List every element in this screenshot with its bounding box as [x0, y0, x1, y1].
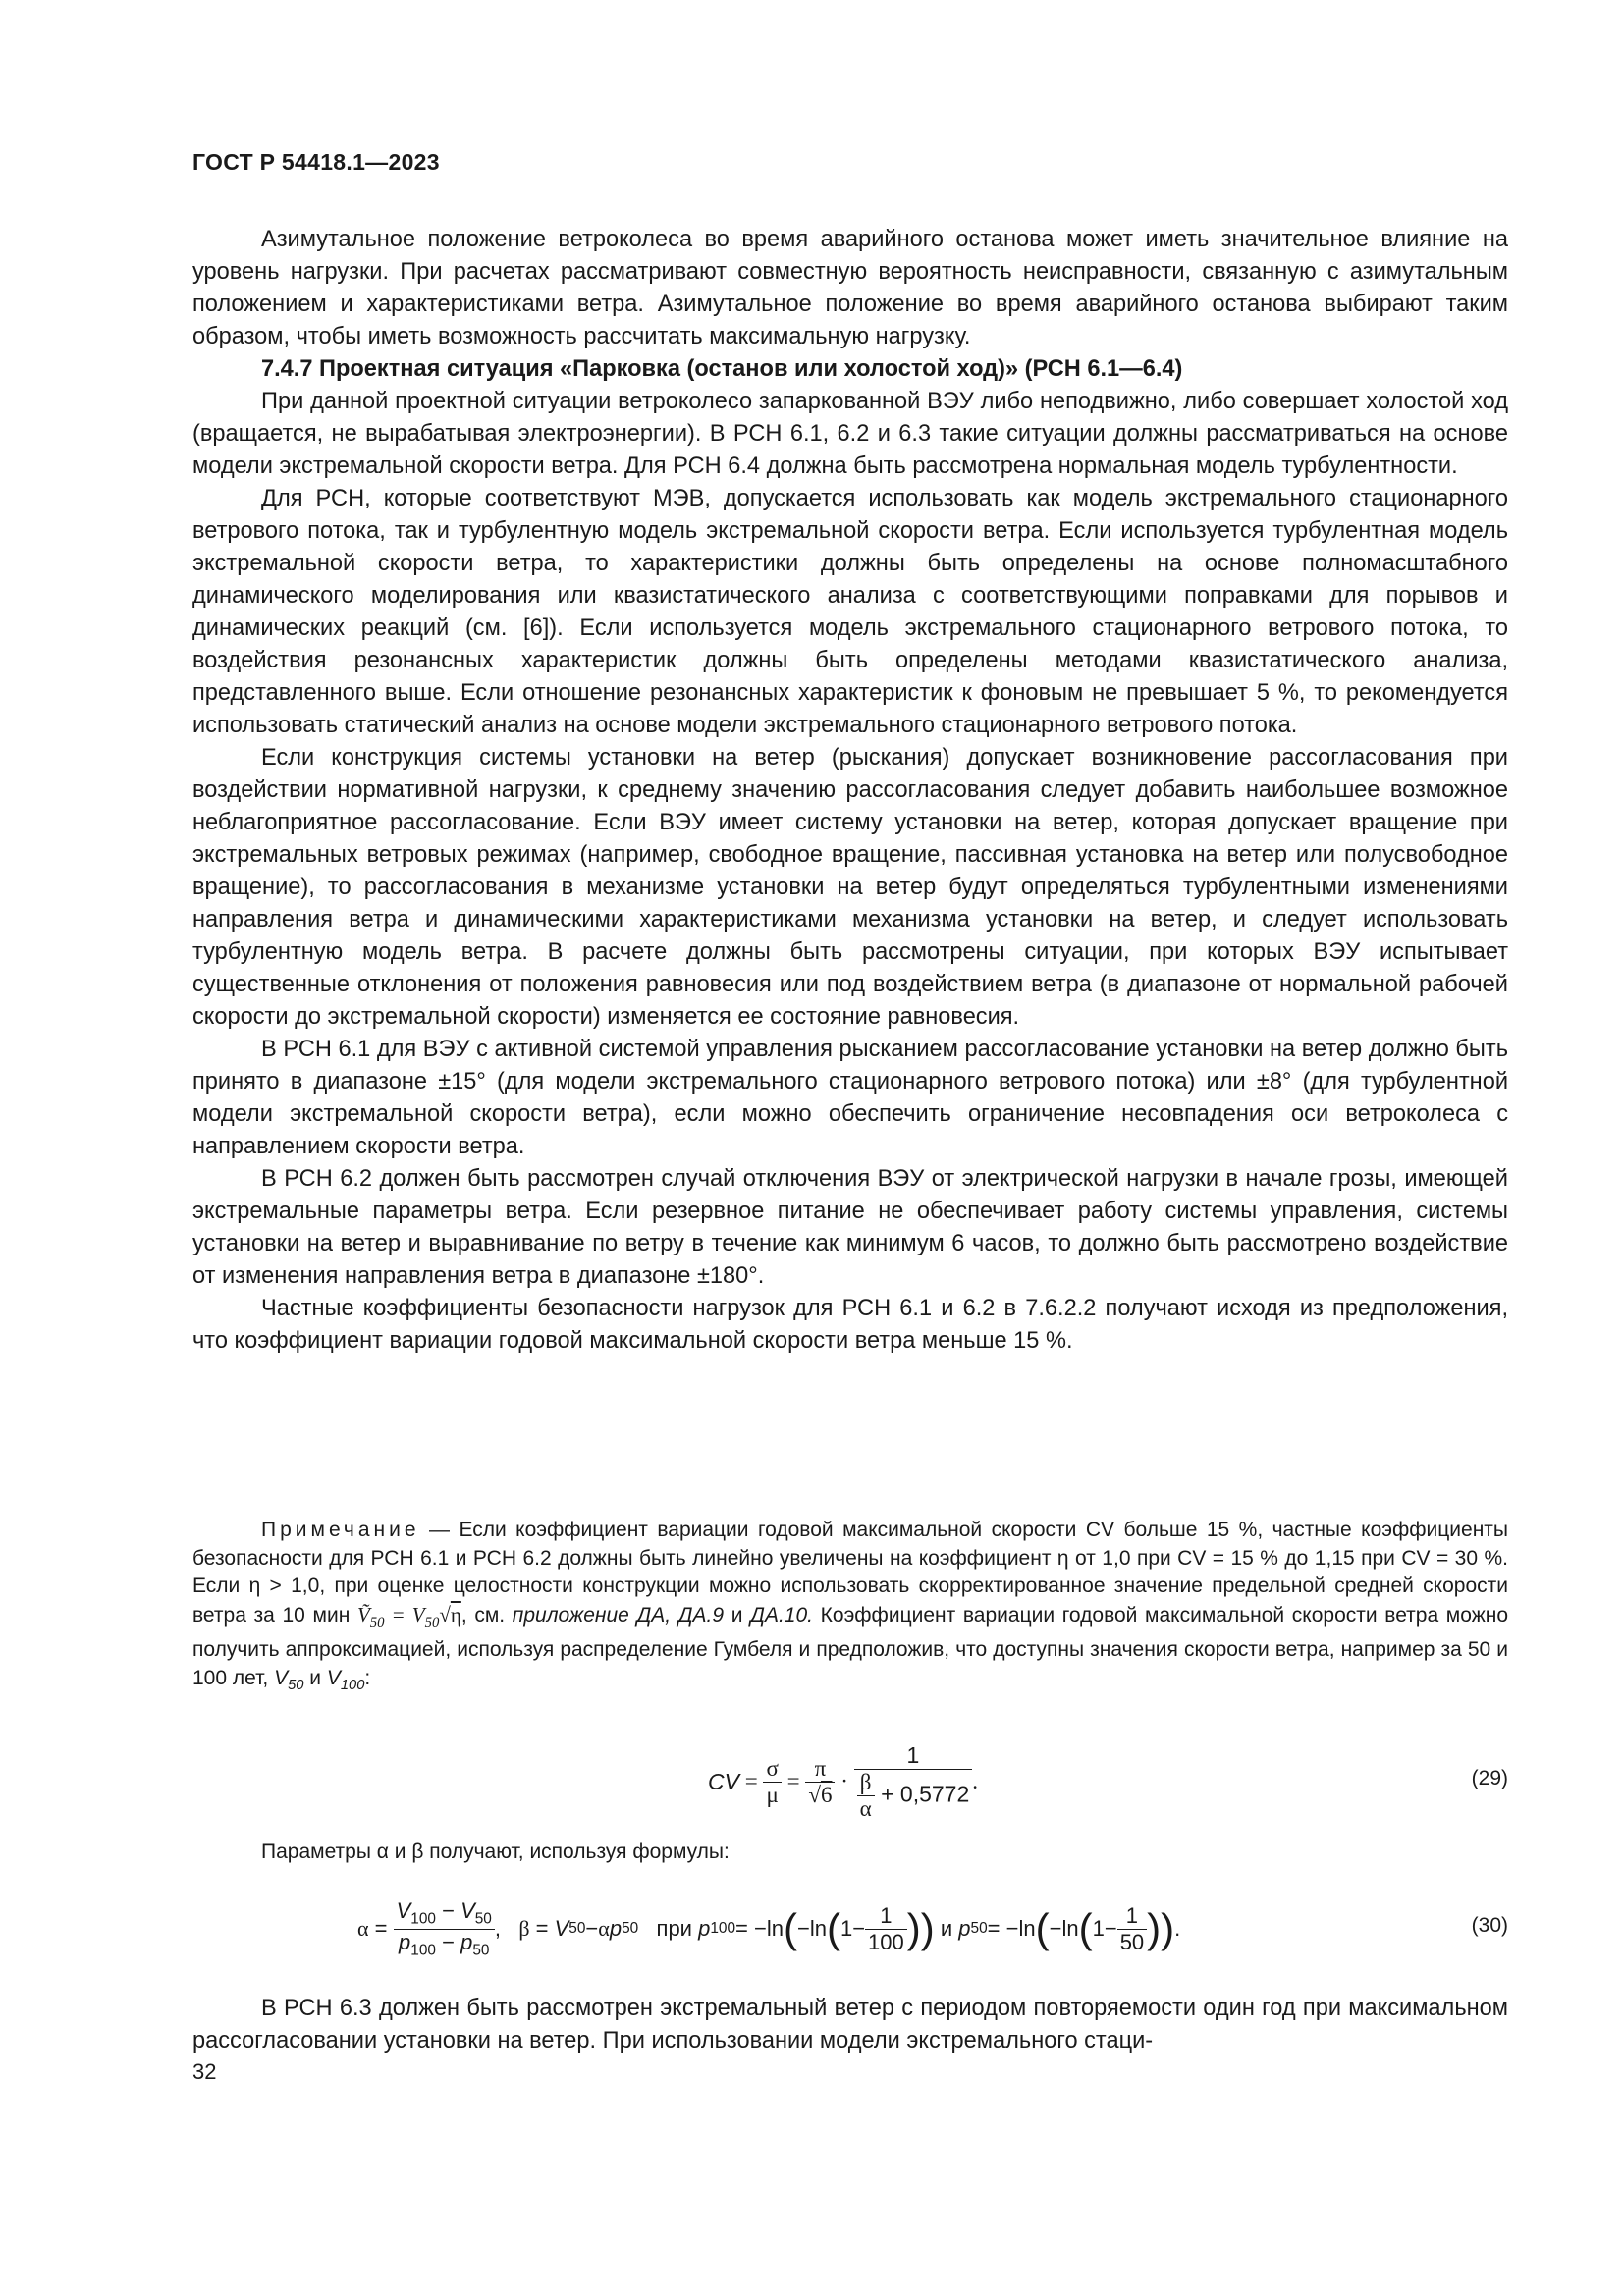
formula-30-and: и — [940, 1916, 953, 1941]
page-number: 32 — [192, 2059, 217, 2084]
note-text-1: — Если коэффициент вариации годовой максимальной скорости CV больше 15 %, частные коэффициенты безопасности для РСН 6.1 и РСН 6.2 должны быть линейно увеличены на коэффициент η от 1,0 при CV = 15 % до 1,15 при CV = 30 %. Если η > 1,0, при оценке целостности конструкции можно использовать скорректированное значение предельной средней скорости ветра за 10 мин — [192, 1519, 1508, 1627]
v100-symbol: $V_{100}$ — [326, 1666, 365, 1693]
note-text-6: Коэффициент вариации годовой максимальной скорости ветра можно получить аппроксимацией, используя распределение Гумбеля и предположив, что доступны значения скорости ветра, например за 50 и 100 лет, — [192, 1603, 1509, 1689]
paragraph-yaw-system: Если конструкция системы установки на ветер (рыскания) допускает возникновение рассогласования при воздействии нормативной нагрузки, к среднему значению рассогласования следует добавить наибольшее возможное неблагоприятное рассогласование. Если ВЭУ имеет систему установки на ветер, которая допускает вращение при экстремальных ветровых режимах (например, свободное вращение, пассивная установка на ветер или полусвободное вращение), то рассогласования в механизме установки на ветер будут определяться турбулентными изменениями направления ветра и динамическими характеристиками механизма установки на ветер, и следует использовать турбулентную модель ветра. В расчете должны быть рассмотрены ситуации, при которых ВЭУ испытывает существенные отклонения от положения равновесия или под воздействием ветра (в диапазоне от нормальной рабочей скорости до экстремальной скорости) изменяется ее состояние равновесия. — [192, 745, 1508, 1030]
paragraph-partial-factors: Частные коэффициенты безопасности нагрузок для РСН 6.1 и 6.2 в 7.6.2.2 получают исходя из предположения, что коэффициент вариации годовой максимальной скорости ветра меньше 15 %. — [192, 1296, 1508, 1354]
paragraph-rsn-6-2: В РСН 6.2 должен быть рассмотрен случай отключения ВЭУ от электрической нагрузки в начале грозы, имеющей экстремальные параметры ветра. Если резервное питание не обеспечивает работу системы управления, системы установки на ветер и выравнивание по ветру в течение как минимум 6 часов, то должно быть рассмотрено воздействие от изменения направления ветра в диапазоне ±180°. — [192, 1166, 1508, 1289]
note-ref-annex: приложение ДА, ДА.9 — [512, 1603, 725, 1627]
document-page — [192, 0, 1508, 2296]
params-text: Параметры α и β получают, используя формулы: — [261, 1841, 730, 1863]
paragraph-rsn-mev: Для РСН, которые соответствуют МЭВ, допускается использовать как модель экстремального стационарного ветрового потока, так и турбулентную модель экстремальной скорости ветра. Если используется турбулентная модель экстремальной скорости ветра, то характеристики должны быть определены на основе полномасштабного динамического моделирования или квазистатического анализа с соответствующими поправками для порывов и динамических реакций (см. [6]). Если используется модель экстремального стационарного ветрового потока, то воздействия резонансных характеристик должны быть определены методами квазистатического анализа, представленного выше. Если отношение резонансных характеристик к фоновым не превышает 5 %, то рекомендуется использовать статический анализ на основе модели экстремального стационарного ветрового потока. — [192, 486, 1508, 738]
formula-v50-tilde: Ṽ$_{50}$ = $V_{50}√\eta$ — [356, 1602, 461, 1630]
document-header: ГОСТ Р 54418.1—2023 — [192, 149, 440, 175]
note-text-2: , см. — [460, 1603, 506, 1627]
formula-29 — [192, 1742, 1508, 1831]
paragraph-rsn-6-1: В РСН 6.1 для ВЭУ с активной системой управления рысканием рассогласование установки на ветер должно быть принято в диапазоне ±15° (для модели экстремального стационарного ветрового потока) или ±8° (для турбулентной модели экстремальной скорости ветра), если можно обеспечить ограничение несовпадения оси ветроколеса с направлением скорости ветра. — [192, 1037, 1508, 1159]
formula-29-body: CV = $\frac{\sigma}{\mu}$ = $\frac{\pi}{√6}$ · 1 $\frac{\beta}{\alpha}$ + 0,5772 . — [708, 1741, 979, 1821]
note-text-4: и — [731, 1603, 743, 1627]
section-heading-7-4-7: 7.4.7 Проектная ситуация «Парковка (останов или холостой ход)» (РСН 6.1—6.4) — [261, 356, 1183, 382]
formula-29-number: (29) — [1471, 1767, 1508, 1789]
note-ref-da10: ДА.10. — [750, 1603, 813, 1627]
formula-30-body: α = $\frac{V_{100} - V_{50}}{p_{100} - p_{50}}$ , β = V 50 − α p 50 при p 100 = −ln ( −ln ( 1− $\frac{1}{100}$ )) и p 50 = −ln ( −ln ( 1− $\frac{1}{50}$ )) . — [357, 1898, 1181, 1958]
formula-29-const: 0,5772 — [899, 1781, 970, 1807]
formula-30-number: (30) — [1471, 1914, 1508, 1937]
note-label: Примечание — [261, 1519, 420, 1541]
paragraph-parking: При данной проектной ситуации ветроколесо запаркованной ВЭУ либо неподвижно, либо совершает холостой ход (вращается, не вырабатывая электроэнергии). В РСН 6.1, 6.2 и 6.3 такие ситуации должны рассматриваться на основе модели экстремальной скорости ветра. Для РСН 6.4 должна быть рассмотрена нормальная модель турбулентности. — [192, 389, 1508, 479]
v50-symbol: $V_{50}$ — [274, 1666, 304, 1693]
paragraph-rsn-6-3: В РСН 6.3 должен быть рассмотрен экстремальный ветер с периодом повторяемости один год при максимальном рассогласовании установки на ветер. При использовании модели экстремального стаци- — [192, 1996, 1508, 2054]
note-block — [192, 1517, 1508, 1699]
formula-30 — [192, 1890, 1508, 1978]
note-paragraph: Примечание — Если коэффициент вариации годовой максимальной скорости CV больше 15 %, частные коэффициенты безопасности для РСН 6.1 и РСН 6.2 должны быть линейно увеличены на коэффициент η от 1,0 при CV = 15 % до 1,15 при CV = 30 %. Если η > 1,0, при оценке целостности конструкции можно использовать скорректированное значение предельной средней скорости ветра за 10 мин Ṽ$_{50}$ = $V_{50}√\eta$, см. приложение ДА, ДА.9 и ДА.10. Коэффициент вариации годовой максимальной скорости ветра можно получить аппроксимацией, используя распределение Гумбеля и предположив, что доступны значения скорости ветра, например за 50 и 100 лет, $V_{50}$ и $V_{100}$: — [192, 1519, 1509, 1693]
body-text — [192, 224, 1508, 1358]
formula-30-when: при — [656, 1916, 692, 1941]
tail-text — [192, 1993, 1508, 2057]
paragraph-azimuth: Азимутальное положение ветроколеса во время аварийного останова может иметь значительное влияние на уровень нагрузки. При расчетах рассматривают совместную вероятность неисправности, связанную с азимутальным положением и характеристиками ветра. Азимутальное положение во время аварийного останова выбирают таким образом, чтобы иметь возможность рассчитать максимальную нагрузку. — [192, 227, 1508, 349]
